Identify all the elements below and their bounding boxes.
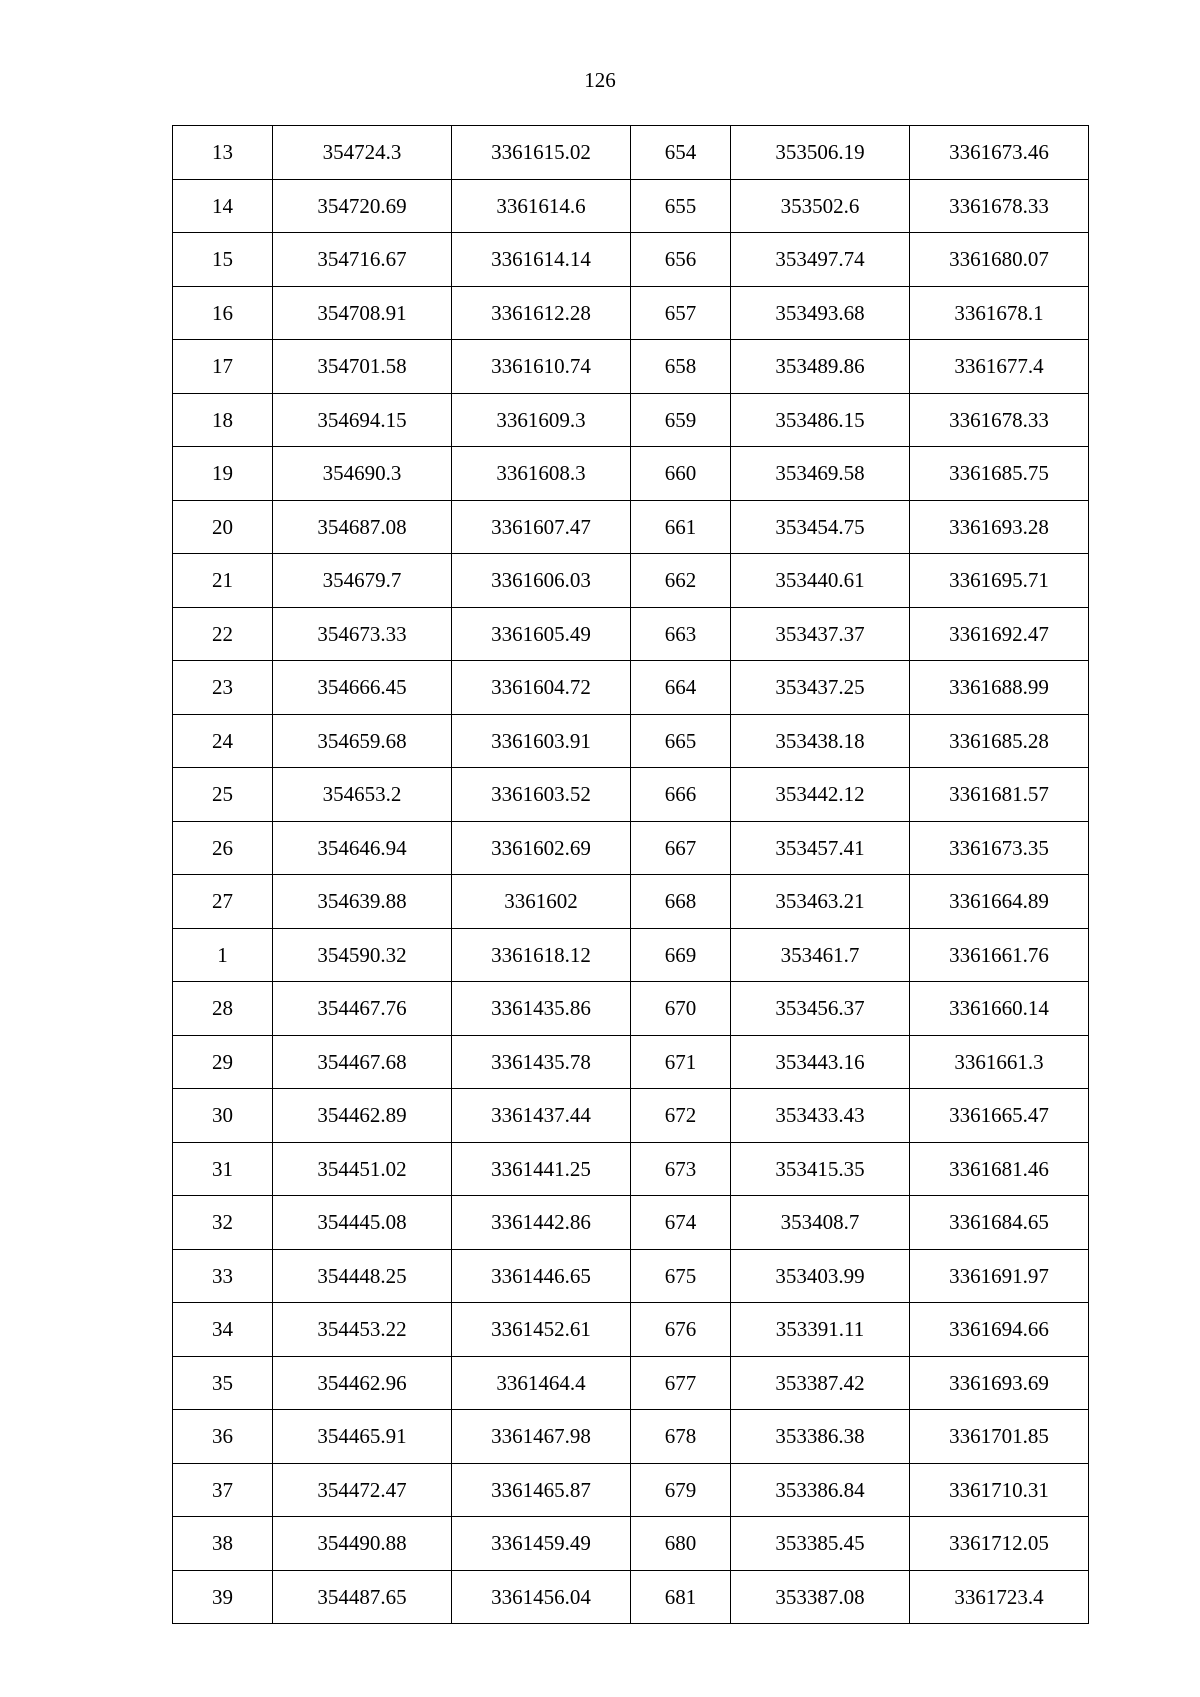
x-coordinate-cell: 353385.45 [731,1517,910,1571]
x-coordinate-cell: 353497.74 [731,233,910,287]
point-id-cell: 665 [631,714,731,768]
x-coordinate-cell: 353506.19 [731,126,910,180]
y-coordinate-cell: 3361606.03 [452,554,631,608]
x-coordinate-cell: 354653.2 [273,768,452,822]
table-row [173,1517,1089,1571]
point-id-cell: 15 [173,233,273,287]
y-coordinate-cell: 3361603.91 [452,714,631,768]
point-id-cell: 655 [631,179,731,233]
x-coordinate-cell: 353469.58 [731,447,910,501]
x-coordinate-cell: 353415.35 [731,1142,910,1196]
x-coordinate-cell: 353457.41 [731,821,910,875]
table-row [173,500,1089,554]
y-coordinate-cell: 3361692.47 [910,607,1089,661]
point-id-cell: 662 [631,554,731,608]
x-coordinate-cell: 353502.6 [731,179,910,233]
table-row [173,928,1089,982]
x-coordinate-cell: 354453.22 [273,1303,452,1357]
y-coordinate-cell: 3361467.98 [452,1410,631,1464]
point-id-cell: 21 [173,554,273,608]
y-coordinate-cell: 3361691.97 [910,1249,1089,1303]
y-coordinate-cell: 3361678.33 [910,179,1089,233]
point-id-cell: 657 [631,286,731,340]
x-coordinate-cell: 353493.68 [731,286,910,340]
table-row [173,1356,1089,1410]
x-coordinate-cell: 353461.7 [731,928,910,982]
y-coordinate-cell: 3361694.66 [910,1303,1089,1357]
table-row [173,714,1089,768]
x-coordinate-cell: 354690.3 [273,447,452,501]
point-id-cell: 660 [631,447,731,501]
x-coordinate-cell: 353437.25 [731,661,910,715]
coordinate-table [172,125,1089,1624]
x-coordinate-cell: 353456.37 [731,982,910,1036]
point-id-cell: 669 [631,928,731,982]
y-coordinate-cell: 3361618.12 [452,928,631,982]
y-coordinate-cell: 3361614.14 [452,233,631,287]
table-row [173,233,1089,287]
x-coordinate-cell: 353486.15 [731,393,910,447]
point-id-cell: 20 [173,500,273,554]
y-coordinate-cell: 3361464.4 [452,1356,631,1410]
y-coordinate-cell: 3361680.07 [910,233,1089,287]
y-coordinate-cell: 3361693.28 [910,500,1089,554]
x-coordinate-cell: 354666.45 [273,661,452,715]
y-coordinate-cell: 3361695.71 [910,554,1089,608]
x-coordinate-cell: 354659.68 [273,714,452,768]
point-id-cell: 664 [631,661,731,715]
y-coordinate-cell: 3361459.49 [452,1517,631,1571]
y-coordinate-cell: 3361614.6 [452,179,631,233]
y-coordinate-cell: 3361678.33 [910,393,1089,447]
page-number: 126 [584,68,616,92]
y-coordinate-cell: 3361607.47 [452,500,631,554]
point-id-cell: 681 [631,1570,731,1624]
y-coordinate-cell: 3361609.3 [452,393,631,447]
x-coordinate-cell: 354724.3 [273,126,452,180]
point-id-cell: 19 [173,447,273,501]
y-coordinate-cell: 3361681.57 [910,768,1089,822]
y-coordinate-cell: 3361664.89 [910,875,1089,929]
y-coordinate-cell: 3361435.78 [452,1035,631,1089]
y-coordinate-cell: 3361608.3 [452,447,631,501]
x-coordinate-cell: 354708.91 [273,286,452,340]
x-coordinate-cell: 354701.58 [273,340,452,394]
point-id-cell: 29 [173,1035,273,1089]
table-row [173,340,1089,394]
y-coordinate-cell: 3361723.4 [910,1570,1089,1624]
x-coordinate-cell: 354465.91 [273,1410,452,1464]
point-id-cell: 16 [173,286,273,340]
table-row [173,768,1089,822]
point-id-cell: 670 [631,982,731,1036]
x-coordinate-cell: 354590.32 [273,928,452,982]
y-coordinate-cell: 3361615.02 [452,126,631,180]
table-row [173,1463,1089,1517]
y-coordinate-cell: 3361685.28 [910,714,1089,768]
y-coordinate-cell: 3361685.75 [910,447,1089,501]
y-coordinate-cell: 3361603.52 [452,768,631,822]
point-id-cell: 658 [631,340,731,394]
x-coordinate-cell: 354467.76 [273,982,452,1036]
y-coordinate-cell: 3361441.25 [452,1142,631,1196]
x-coordinate-cell: 353386.38 [731,1410,910,1464]
y-coordinate-cell: 3361437.44 [452,1089,631,1143]
point-id-cell: 39 [173,1570,273,1624]
table-row [173,982,1089,1036]
coordinate-table-body [173,126,1089,1624]
y-coordinate-cell: 3361435.86 [452,982,631,1036]
y-coordinate-cell: 3361612.28 [452,286,631,340]
x-coordinate-cell: 354646.94 [273,821,452,875]
x-coordinate-cell: 353387.08 [731,1570,910,1624]
y-coordinate-cell: 3361688.99 [910,661,1089,715]
table-row [173,1303,1089,1357]
x-coordinate-cell: 354720.69 [273,179,452,233]
table-row [173,661,1089,715]
x-coordinate-cell: 353442.12 [731,768,910,822]
y-coordinate-cell: 3361681.46 [910,1142,1089,1196]
x-coordinate-cell: 353438.18 [731,714,910,768]
point-id-cell: 668 [631,875,731,929]
x-coordinate-cell: 354716.67 [273,233,452,287]
point-id-cell: 38 [173,1517,273,1571]
x-coordinate-cell: 354639.88 [273,875,452,929]
point-id-cell: 26 [173,821,273,875]
y-coordinate-cell: 3361604.72 [452,661,631,715]
y-coordinate-cell: 3361661.3 [910,1035,1089,1089]
x-coordinate-cell: 354462.96 [273,1356,452,1410]
point-id-cell: 30 [173,1089,273,1143]
x-coordinate-cell: 353463.21 [731,875,910,929]
x-coordinate-cell: 353386.84 [731,1463,910,1517]
point-id-cell: 677 [631,1356,731,1410]
x-coordinate-cell: 354673.33 [273,607,452,661]
y-coordinate-cell: 3361442.86 [452,1196,631,1250]
y-coordinate-cell: 3361446.65 [452,1249,631,1303]
point-id-cell: 678 [631,1410,731,1464]
point-id-cell: 35 [173,1356,273,1410]
point-id-cell: 13 [173,126,273,180]
x-coordinate-cell: 354448.25 [273,1249,452,1303]
y-coordinate-cell: 3361710.31 [910,1463,1089,1517]
point-id-cell: 1 [173,928,273,982]
x-coordinate-cell: 354467.68 [273,1035,452,1089]
point-id-cell: 33 [173,1249,273,1303]
point-id-cell: 18 [173,393,273,447]
x-coordinate-cell: 353403.99 [731,1249,910,1303]
table-row [173,126,1089,180]
table-row [173,447,1089,501]
x-coordinate-cell: 354487.65 [273,1570,452,1624]
point-id-cell: 673 [631,1142,731,1196]
point-id-cell: 659 [631,393,731,447]
x-coordinate-cell: 353454.75 [731,500,910,554]
table-row [173,821,1089,875]
point-id-cell: 666 [631,768,731,822]
x-coordinate-cell: 354451.02 [273,1142,452,1196]
table-row [173,1570,1089,1624]
x-coordinate-cell: 353387.42 [731,1356,910,1410]
point-id-cell: 672 [631,1089,731,1143]
x-coordinate-cell: 353443.16 [731,1035,910,1089]
table-row [173,1142,1089,1196]
y-coordinate-cell: 3361701.85 [910,1410,1089,1464]
y-coordinate-cell: 3361661.76 [910,928,1089,982]
point-id-cell: 31 [173,1142,273,1196]
x-coordinate-cell: 354445.08 [273,1196,452,1250]
point-id-cell: 27 [173,875,273,929]
table-row [173,286,1089,340]
y-coordinate-cell: 3361712.05 [910,1517,1089,1571]
y-coordinate-cell: 3361610.74 [452,340,631,394]
x-coordinate-cell: 353408.7 [731,1196,910,1250]
y-coordinate-cell: 3361660.14 [910,982,1089,1036]
y-coordinate-cell: 3361677.4 [910,340,1089,394]
point-id-cell: 679 [631,1463,731,1517]
point-id-cell: 36 [173,1410,273,1464]
x-coordinate-cell: 353489.86 [731,340,910,394]
point-id-cell: 674 [631,1196,731,1250]
point-id-cell: 32 [173,1196,273,1250]
y-coordinate-cell: 3361693.69 [910,1356,1089,1410]
x-coordinate-cell: 353437.37 [731,607,910,661]
x-coordinate-cell: 353391.11 [731,1303,910,1357]
point-id-cell: 14 [173,179,273,233]
x-coordinate-cell: 354490.88 [273,1517,452,1571]
x-coordinate-cell: 354687.08 [273,500,452,554]
x-coordinate-cell: 354462.89 [273,1089,452,1143]
point-id-cell: 22 [173,607,273,661]
x-coordinate-cell: 354472.47 [273,1463,452,1517]
y-coordinate-cell: 3361673.35 [910,821,1089,875]
table-row [173,875,1089,929]
y-coordinate-cell: 3361678.1 [910,286,1089,340]
point-id-cell: 25 [173,768,273,822]
point-id-cell: 671 [631,1035,731,1089]
y-coordinate-cell: 3361673.46 [910,126,1089,180]
y-coordinate-cell: 3361465.87 [452,1463,631,1517]
point-id-cell: 676 [631,1303,731,1357]
point-id-cell: 667 [631,821,731,875]
y-coordinate-cell: 3361684.65 [910,1196,1089,1250]
point-id-cell: 663 [631,607,731,661]
x-coordinate-cell: 353433.43 [731,1089,910,1143]
y-coordinate-cell: 3361452.61 [452,1303,631,1357]
point-id-cell: 656 [631,233,731,287]
y-coordinate-cell: 3361456.04 [452,1570,631,1624]
y-coordinate-cell: 3361605.49 [452,607,631,661]
point-id-cell: 23 [173,661,273,715]
point-id-cell: 37 [173,1463,273,1517]
y-coordinate-cell: 3361602.69 [452,821,631,875]
x-coordinate-cell: 354679.7 [273,554,452,608]
x-coordinate-cell: 354694.15 [273,393,452,447]
point-id-cell: 24 [173,714,273,768]
x-coordinate-cell: 353440.61 [731,554,910,608]
point-id-cell: 34 [173,1303,273,1357]
point-id-cell: 680 [631,1517,731,1571]
point-id-cell: 17 [173,340,273,394]
table-row [173,393,1089,447]
table-row [173,1249,1089,1303]
table-row [173,1035,1089,1089]
table-row [173,607,1089,661]
table-row [173,1196,1089,1250]
table-row [173,1089,1089,1143]
table-row [173,1410,1089,1464]
y-coordinate-cell: 3361665.47 [910,1089,1089,1143]
table-row [173,554,1089,608]
table-row [173,179,1089,233]
point-id-cell: 675 [631,1249,731,1303]
point-id-cell: 661 [631,500,731,554]
point-id-cell: 654 [631,126,731,180]
point-id-cell: 28 [173,982,273,1036]
y-coordinate-cell: 3361602 [452,875,631,929]
